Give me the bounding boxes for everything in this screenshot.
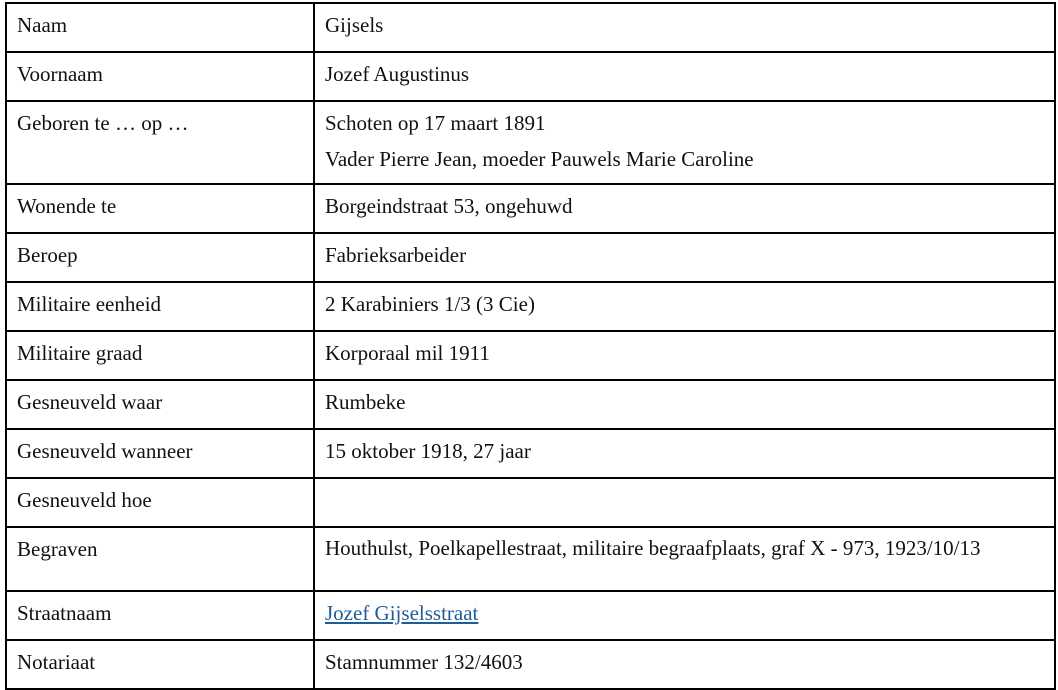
table-row bbox=[6, 331, 1055, 380]
table-row bbox=[6, 282, 1055, 331]
value-line: Jozef Augustinus bbox=[325, 62, 470, 86]
value-line: Korporaal mil 1911 bbox=[325, 341, 490, 365]
row-value-militaire-eenheid bbox=[314, 282, 1055, 331]
record-table bbox=[5, 2, 1056, 690]
row-value-wonende bbox=[314, 184, 1055, 233]
row-value-militaire-graad bbox=[314, 331, 1055, 380]
row-label-wonende: Wonende te bbox=[6, 184, 314, 233]
row-label-beroep: Beroep bbox=[6, 233, 314, 282]
row-label-militaire-graad: Militaire graad bbox=[6, 331, 314, 380]
row-value-voornaam bbox=[314, 52, 1055, 101]
table-row bbox=[6, 527, 1055, 591]
row-label-notariaat: Notariaat bbox=[6, 640, 314, 689]
row-value-begraven bbox=[314, 527, 1055, 591]
table-row bbox=[6, 380, 1055, 429]
value-line: Rumbeke bbox=[325, 390, 406, 414]
row-label-gesneuveld-wanneer: Gesneuveld wanneer bbox=[6, 429, 314, 478]
row-label-gesneuveld-waar: Gesneuveld waar bbox=[6, 380, 314, 429]
row-label-geboren: Geboren te … op … bbox=[6, 101, 314, 184]
table-row bbox=[6, 478, 1055, 527]
value-line: 2 Karabiniers 1/3 (3 Cie) bbox=[325, 292, 535, 316]
row-label-begraven: Begraven bbox=[6, 527, 314, 591]
value-line: Gijsels bbox=[325, 13, 384, 37]
row-value-naam bbox=[314, 3, 1055, 52]
row-label-militaire-eenheid: Militaire eenheid bbox=[6, 282, 314, 331]
value-line: Houthulst, Poelkapellestraat, militaire begraafplaats, graf X - 973, 1923/10/13 bbox=[325, 536, 981, 560]
row-label-straatnaam: Straatnaam bbox=[6, 591, 314, 640]
table-row bbox=[6, 101, 1055, 184]
row-value-gesneuveld-hoe bbox=[314, 478, 1055, 527]
row-label-voornaam: Voornaam bbox=[6, 52, 314, 101]
table-row bbox=[6, 184, 1055, 233]
table-row bbox=[6, 52, 1055, 101]
value-line: 15 oktober 1918, 27 jaar bbox=[325, 439, 531, 463]
value-line: Stamnummer 132/4603 bbox=[325, 650, 523, 674]
street-name-link[interactable]: Jozef Gijselsstraat bbox=[325, 601, 479, 625]
table-row bbox=[6, 3, 1055, 52]
table-row bbox=[6, 591, 1055, 640]
row-value-gesneuveld-waar bbox=[314, 380, 1055, 429]
row-value-beroep bbox=[314, 233, 1055, 282]
row-label-naam: Naam bbox=[6, 3, 314, 52]
row-value-gesneuveld-wanneer bbox=[314, 429, 1055, 478]
row-value-straatnaam bbox=[314, 591, 1055, 640]
value-line-birth: Schoten op 17 maart 1891 bbox=[325, 111, 546, 135]
row-label-gesneuveld-hoe: Gesneuveld hoe bbox=[6, 478, 314, 527]
table-row bbox=[6, 640, 1055, 689]
value-line: Fabrieksarbeider bbox=[325, 243, 467, 267]
row-value-geboren bbox=[314, 101, 1055, 184]
table-row bbox=[6, 233, 1055, 282]
table-row bbox=[6, 429, 1055, 478]
row-value-notariaat bbox=[314, 640, 1055, 689]
value-line-parents: Vader Pierre Jean, moeder Pauwels Marie Caroline bbox=[325, 147, 754, 171]
value-line: Borgeindstraat 53, ongehuwd bbox=[325, 194, 573, 218]
